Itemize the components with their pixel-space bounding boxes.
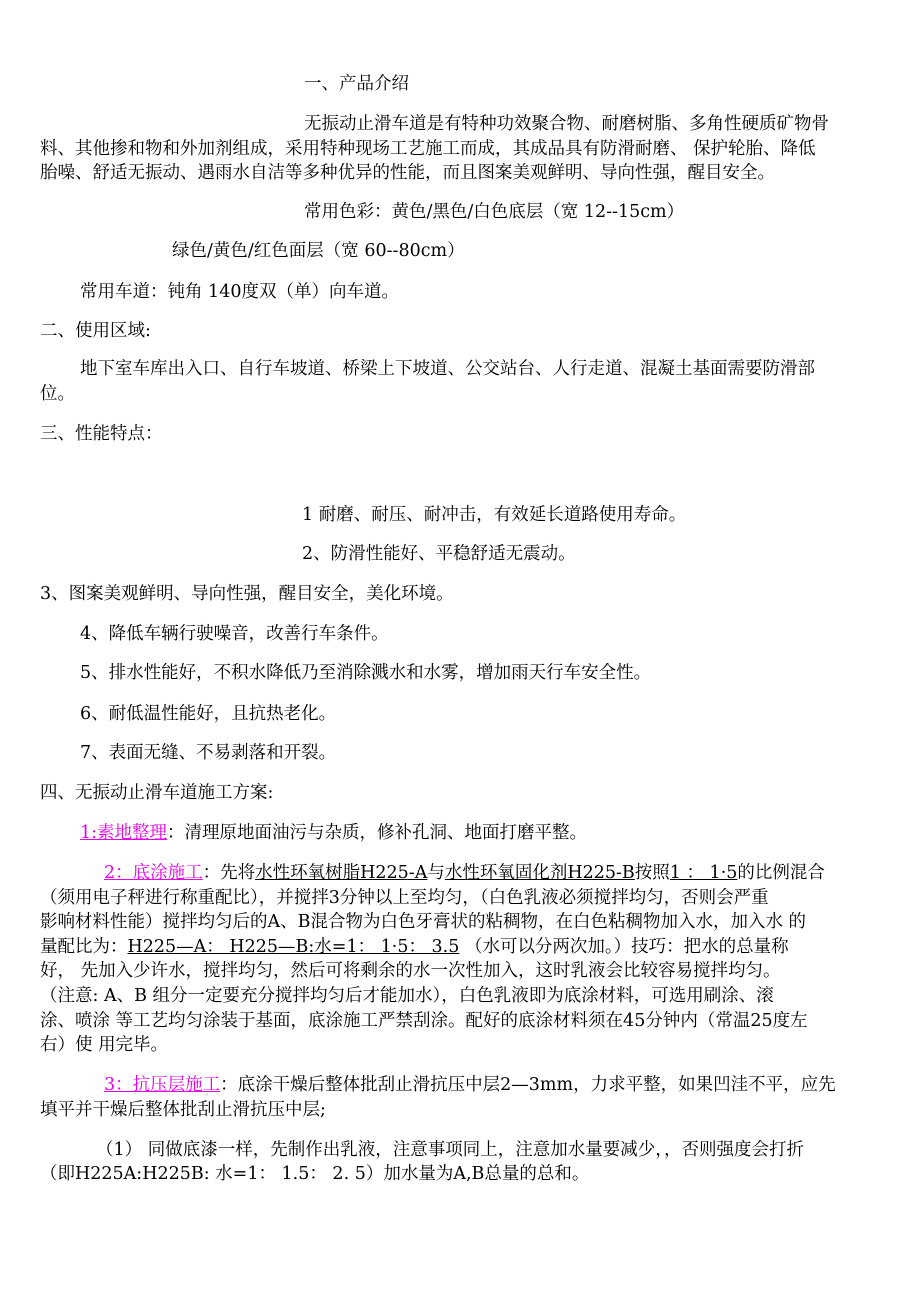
colors-line-1: 常用色彩：黄色/黑色/白色底层（宽 12--15cm） <box>304 202 685 222</box>
feature-item: 6、耐低温性能好，且抗热老化。 <box>80 704 337 724</box>
step-2-line-7: 涂、喷涂 等工艺均匀涂装于基面，底涂施工严禁刮涂。配好的底涂材料须在45分钟内（常温25度左 <box>40 1011 808 1031</box>
section-2-heading: 二、使用区域: <box>40 321 151 341</box>
step-3-line-2: 填平并干燥后整体批刮止滑抗压中层; <box>40 1100 326 1120</box>
section-1-heading: 一、产品介绍 <box>304 74 409 94</box>
feature-item: 7、表面无缝、不易剥落和开裂。 <box>80 743 337 763</box>
step-3-label: 3：抗压层施工 <box>104 1075 221 1095</box>
feature-item: 4、降低车辆行驶噪音，改善行车条件。 <box>80 624 389 644</box>
step-1-text: ：清理原地面油污与杂质，修补孔洞、地面打磨平整。 <box>167 823 588 843</box>
step-2-text: 按照 <box>634 863 670 883</box>
step-2-line-6: （注意: A、B 组分一定要充分搅拌均匀后才能加水），白色乳液即为底涂材料，可选用刷涂、滚 <box>40 986 774 1006</box>
section-4-heading: 四、无振动止滑车道施工方案: <box>40 783 274 803</box>
lanes-line: 常用车道：钝角 140度双（单）向车道。 <box>80 282 399 302</box>
intro-line-3: 胎噪、舒适无振动、遇雨水自洁等多种优异的性能，而且图案美观鲜明、导向性强，醒目安全。 <box>40 163 775 183</box>
step-1-label: 1:素地整理 <box>80 823 168 843</box>
note-1-line-1: （1） 同做底漆一样，先制作出乳液，注意事项同上，注意加水量要减少，，否则强度会打折 <box>96 1140 804 1160</box>
step-2-text: ：先将 <box>202 863 256 883</box>
step-2-line-3: 影响材料性能）搅拌均匀后的A、B混合物为白色牙膏状的粘稠物，在白色粘稠物加入水，加入水 的 <box>40 912 807 932</box>
step-3-text: ：底涂干燥后整体批刮止滑抗压中层2—3mm，力求平整，如果凹洼不平，应先 <box>220 1075 836 1095</box>
intro-line-1: 无振动止滑车道是有特种功效聚合物、耐磨树脂、多角性硬质矿物骨 <box>304 114 829 134</box>
feature-item: 1 耐磨、耐压、耐冲击，有效延长道路使用寿命。 <box>302 505 687 525</box>
step-2-text: 与 <box>427 863 445 883</box>
hardener-name: 水性环氧固化剂H225-B <box>444 863 635 883</box>
step-2-text: 量配比为： <box>40 937 128 957</box>
step-2-text: 的比例混合 <box>737 863 825 883</box>
step-2-text: （水可以分两次加。）技巧：把水的总量称 <box>459 937 789 957</box>
resin-name: 水性环氧树脂H225-A <box>255 863 428 883</box>
section-3-heading: 三、性能特点： <box>40 424 163 444</box>
intro-line-2: 料、其他掺和物和外加剂组成，采用特种现场工艺施工而成，其成品具有防滑耐磨、 保护轮胎、降低 <box>40 139 816 159</box>
feature-item: 3、图案美观鲜明、导向性强，醒目安全，美化环境。 <box>40 584 454 604</box>
step-2-line-4 <box>40 935 789 959</box>
step-2-line-5: 好， 先加入少许水，搅拌均匀，然后可将剩余的水一次性加入，这时乳液会比较容易搅拌均匀。 <box>40 961 781 981</box>
step-2-line-8: 右）使 用完毕。 <box>40 1035 169 1055</box>
step-2-label: 2：底涂施工 <box>104 863 203 883</box>
feature-item: 2、防滑性能好、平稳舒适无震动。 <box>302 544 576 564</box>
step-1 <box>80 821 587 845</box>
step-2-line-2: （须用电子秤进行称重配比），并搅拌3分钟以上至均匀，（白色乳液必须搅拌均匀，否则会严重 <box>40 888 769 908</box>
note-1-line-2: （即H225A:H225B: 水=1： 1.5： 2. 5）加水量为A,B总量的总和。 <box>40 1164 590 1184</box>
usage-line-1: 地下室车库出入口、自行车坡道、桥梁上下坡道、公交站台、人行走道、混凝土基面需要防滑部 <box>80 359 815 379</box>
colors-line-2: 绿色/黄色/红色面层（宽 60--80cm） <box>172 241 465 261</box>
mix-ratio: 1 ： 1·5 <box>669 863 738 883</box>
usage-line-2: 位。 <box>40 384 75 404</box>
water-ratio: H225—A： H225—B:水=1： 1·5： 3.5 <box>127 937 460 957</box>
feature-item: 5、排水性能好，不积水降低乃至消除溅水和水雾，增加雨天行车安全性。 <box>80 663 652 683</box>
step-3-line-1 <box>104 1073 836 1097</box>
step-2-line-1 <box>104 861 825 885</box>
